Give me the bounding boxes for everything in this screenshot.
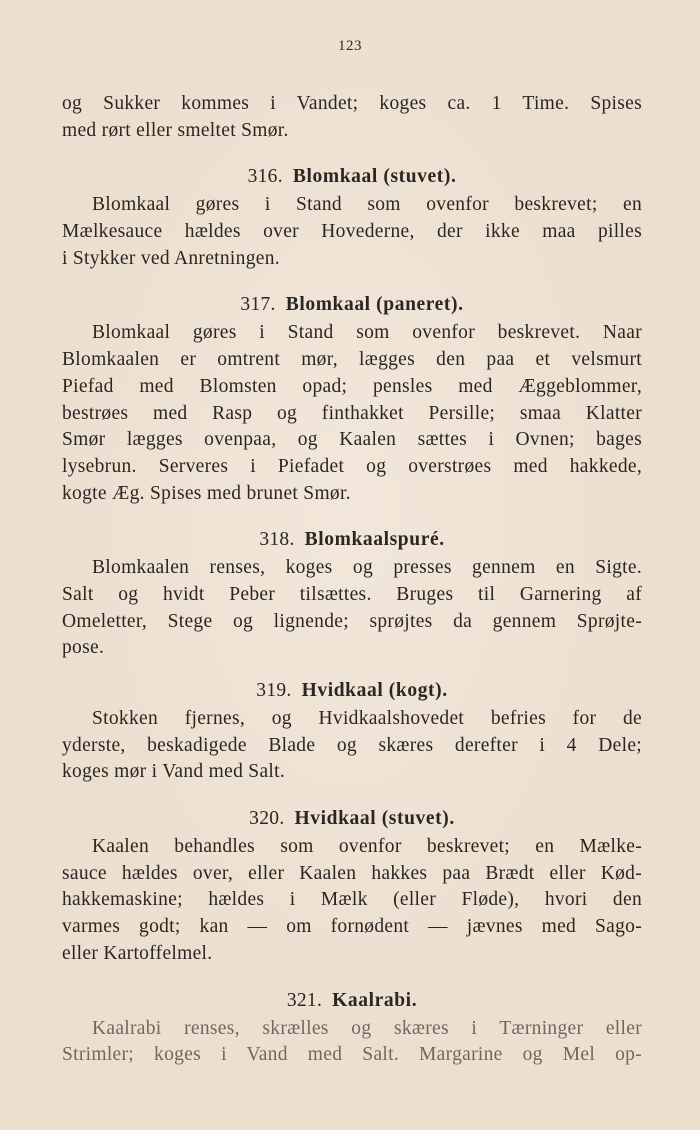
page-body [62,91,642,1069]
text-line: med rørt eller smeltet Smør. [62,119,289,141]
text-line: koges mør i Vand med Salt. [62,761,286,783]
text-line: i Stykker ved Anretningen. [62,247,280,269]
text-line: eller Kartoffelmel. [62,942,213,964]
text-line: Blomkaal gøres i Stand som ovenfor beskrevet. Naar [92,322,642,344]
text-line: Blomkaalen er omtrent mør, lægges den paa et velsmurt [62,349,642,371]
text-line: og Sukker kommes i Vandet; koges ca. 1 Time. Spises [62,93,642,114]
text-line: Blomkaal gøres i Stand som ovenfor beskrevet; en [92,194,642,216]
recipe-number: 319. [256,680,292,701]
recipe-title: Hvidkaal (kogt). [301,680,448,701]
recipe-number: 321. [286,989,323,1011]
text-line: Kaalrabi renses, skrælles og skæres i Tærninger eller [92,1017,642,1039]
text-line: Omeletter, Stege og lignende; sprøjtes da gennem Sprøjte- [62,610,642,632]
recipe-title: Hvidkaal (stuvet). [294,808,455,830]
recipe-title: Kaalrabi. [332,989,418,1011]
recipe-heading [62,290,642,320]
text-line: Salt og hvidt Peber tilsættes. Bruges til Garnering af [62,583,642,605]
text-line: Mælkesauce hældes over Hovederne, der ikke maa pilles [62,221,642,243]
recipe-320 [62,804,642,967]
recipe-heading [62,162,642,192]
intro-paragraph [62,91,642,144]
recipe-321 [62,986,642,1069]
recipe-heading [62,676,642,706]
recipe-317 [62,290,642,507]
text-line: sauce hældes over, eller Kaalen hakkes paa Brædt eller Kød- [62,862,642,884]
text-line: yderste, beskadigede Blade og skæres derefter i 4 Dele; [62,734,642,756]
text-line: Smør lægges ovenpaa, og Kaalen sættes i Ovnen; bages [62,429,642,451]
recipe-number: 318. [259,529,295,551]
text-line: hakkemaskine; hældes i Mælk (eller Fløde), hvori den [62,889,642,911]
text-line: lysebrun. Serveres i Piefadet og overstrøes med hakkede, [62,455,642,477]
text-line: Strimler; koges i Vand med Salt. Margarine og Mel op- [62,1044,642,1066]
text-line: pose. [62,637,105,659]
recipe-319 [62,676,642,786]
recipe-heading [62,525,642,555]
page-number: 123 [338,38,362,54]
text-line: Blomkaalen renses, koges og presses gennem en Sigte. [92,557,642,579]
recipe-number: 317. [240,294,276,316]
recipe-number: 320. [249,808,285,830]
text-line: kogte Æg. Spises med brunet Smør. [62,482,351,504]
recipe-title: Blomkaal (stuvet). [292,166,457,188]
text-line: Stokken fjernes, og Hvidkaalshovedet befries for de [92,708,642,729]
recipe-heading [62,986,642,1016]
recipe-318 [62,525,642,662]
recipe-title: Blomkaal (paneret). [285,294,464,316]
text-line: bestrøes med Rasp og finthakket Persille; smaa Klatter [62,402,642,424]
text-line: Kaalen behandles som ovenfor beskrevet; en Mælke- [92,836,642,858]
recipe-316 [62,162,642,272]
recipe-heading [62,804,642,834]
text-line: Piefad med Blomsten opad; pensles med Æggeblommer, [62,375,642,397]
recipe-number: 316. [247,166,283,188]
recipe-title: Blomkaalspuré. [304,529,445,551]
text-line: varmes godt; kan — om fornødent — jævnes med Sago- [62,916,642,938]
